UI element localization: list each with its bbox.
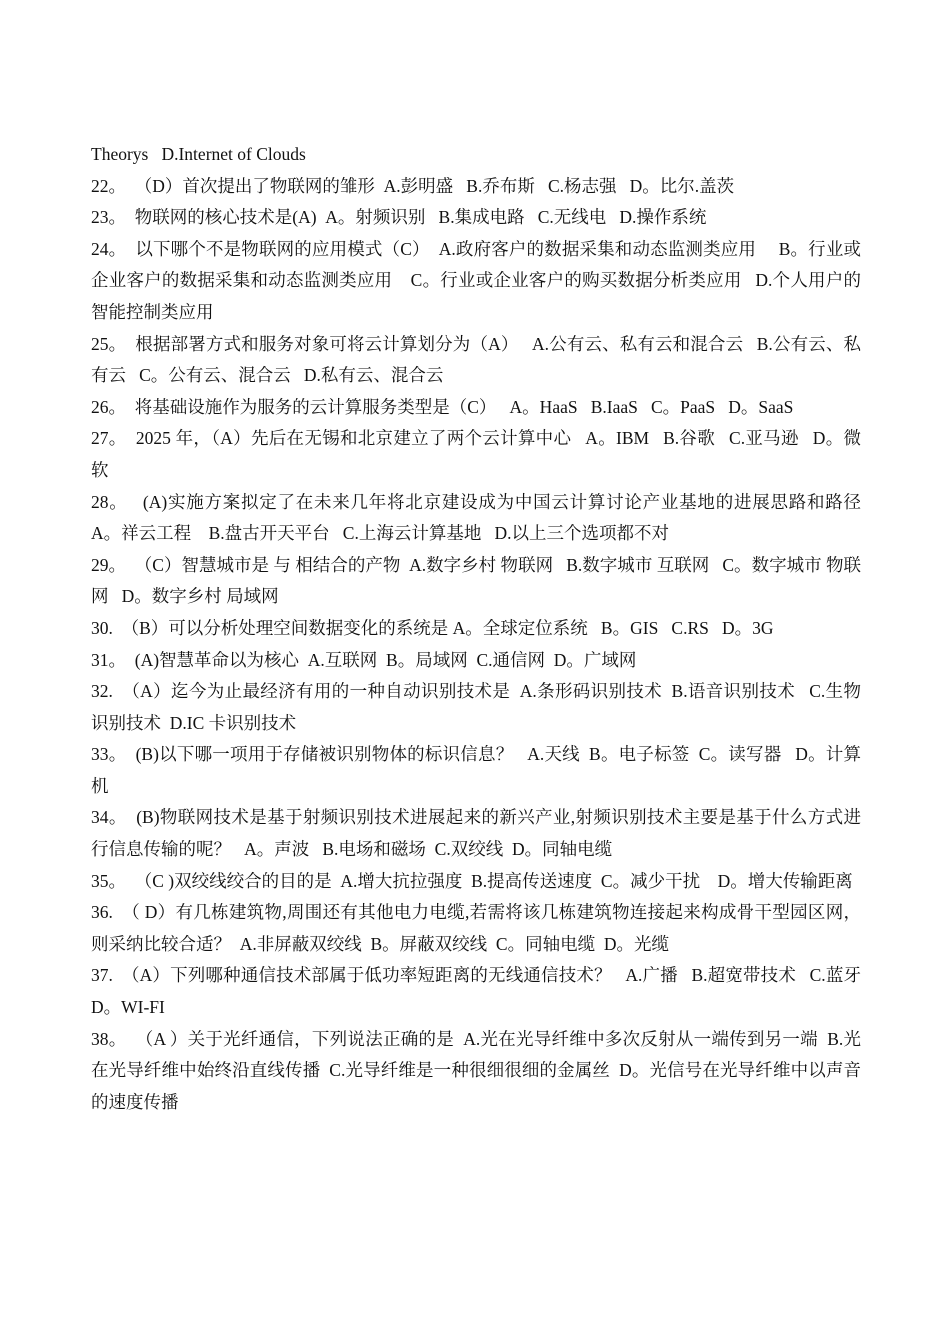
question-37: 37. （A）下列哪种通信技术部属于低功率短距离的无线通信技术？ A.广播 B.超宽带技术 C.蓝牙 D。WI-FI [91,965,870,1018]
document-body [91,139,870,1118]
question-35: 35。 （C )双绞线绞合的目的是 A.增大抗拉强度 B.提高传送速度 C。减少干扰 D。增大传输距离 [91,870,853,891]
question-25: 25。 根据部署方式和服务对象可将云计算划分为（A） A.公有云、私有云和混合云 B.公有云、私有云 C。公有云、混合云 D.私有云、混合云 [91,333,861,386]
question-24: 24。 以下哪个不是物联网的应用模式（C） A.政府客户的数据采集和动态监测类应用 B。行业或企业客户的数据采集和动态监测类应用 C。行业或企业客户的购买数据分析类应用 D.个人用户的智能控制类应用 [91,238,861,322]
question-34: 34。 (B)物联网技术是基于射频识别技术进展起来的新兴产业,射频识别技术主要是基于什么方式进行信息传输的呢？ A。声波 B.电场和磁场 C.双绞线 D。同轴电缆 [91,807,861,860]
question-33: 33。 (B)以下哪一项用于存储被识别物体的标识信息？ A.天线 B。电子标签 C。读写器 D。计算机 [91,744,861,796]
question-36: 36. （ D）有几栋建筑物,周围还有其他电力电缆,若需将该几栋建筑物连接起来构成骨干型园区网，则采纳比较合适？ A.非屏蔽双绞线 B。屏蔽双绞线 C。同轴电缆 D。光缆 [91,902,861,954]
question-27: 27。 2025 年，（A）先后在无锡和北京建立了两个云计算中心 A。IBM B.谷歌 C.亚马逊 D。微软 [91,428,861,480]
text-line-theorys: Theorys D.Internet of Clouds [91,144,306,164]
question-23: 23。 物联网的核心技术是(A) A。射频识别 B.集成电路 C.无线电 D.操作系统 [91,207,707,228]
question-22: 22。 （D）首次提出了物联网的雏形 A.彭明盛 B.乔布斯 C.杨志强 D。比尔.盖茨 [91,175,735,196]
question-29: 29。 （C）智慧城市是 与 相结合的产物 A.数字乡村 物联网 B.数字城市 互联网 C。数字城市 物联网 D。数字乡村 局域网 [91,554,861,607]
question-28: 28。 (A)实施方案拟定了在未来几年将北京建设成为中国云计算讨论产业基地的进展思路和路径 A。祥云工程 B.盘古开天平台 C.上海云计算基地 D.以上三个选项都不对 [91,491,870,544]
question-30: 30. （B）可以分析处理空间数据变化的系统是 A。全球定位系统 B。GIS C.RS D。3G [91,617,774,638]
question-38: 38。 （A ）关于光纤通信，下列说法正确的是 A.光在光导纤维中多次反射从一端传到另一端 B.光在光导纤维中始终沿直线传播 C.光导纤维是一种很细很细的金属丝 D。光信号在光导纤维中以声音的速度传播 [91,1028,861,1112]
question-32: 32. （A）迄今为止最经济有用的一种自动识别技术是 A.条形码识别技术 B.语音识别技术 C.生物识别技术 D.IC 卡识别技术 [91,681,861,733]
question-31: 31。 (A)智慧革命以为核心 A.互联网 B。局域网 C.通信网 D。广域网 [91,649,637,670]
question-26: 26。 将基础设施作为服务的云计算服务类型是（C） A。HaaS B.IaaS C。PaaS D。SaaS [91,396,794,417]
